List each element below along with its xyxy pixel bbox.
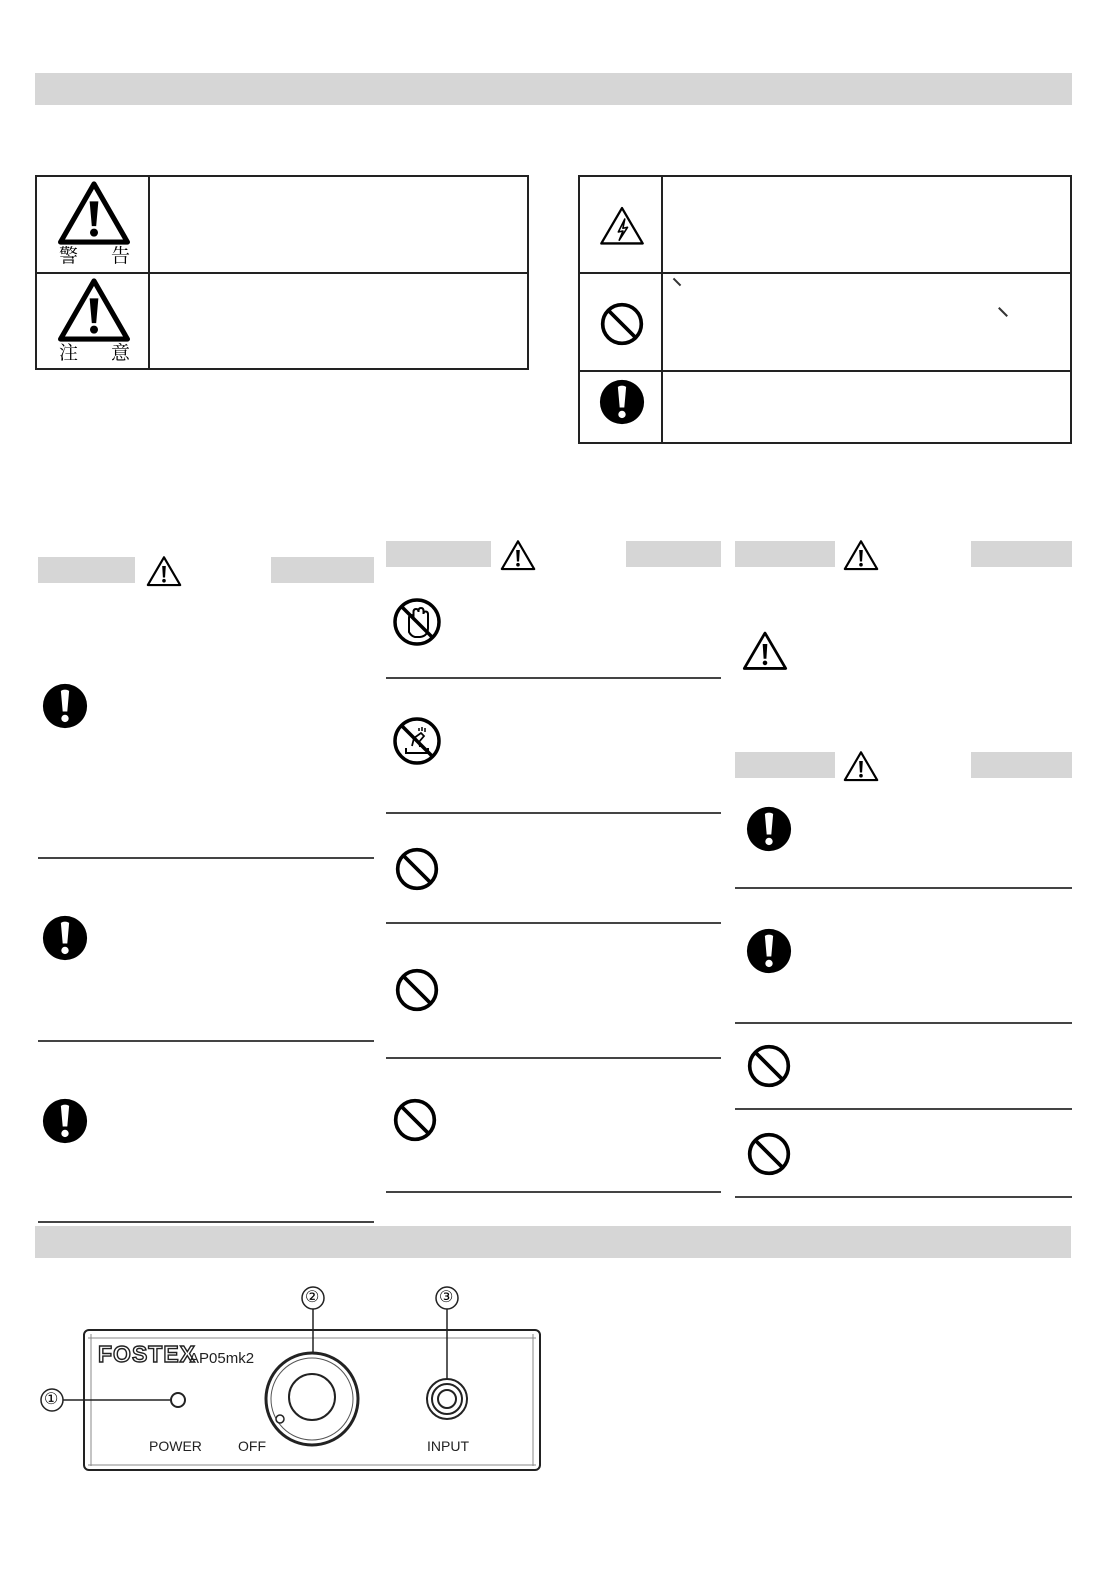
divider — [735, 1022, 1072, 1024]
warning-triangle-icon — [56, 278, 132, 342]
divider — [386, 1057, 721, 1059]
divider — [38, 1040, 374, 1042]
tick-mark — [673, 278, 681, 286]
prohibition-icon — [746, 1043, 792, 1089]
prohibition-icon — [746, 1131, 792, 1177]
callout-number: ③ — [439, 1289, 454, 1306]
legend-caption-char: 意 — [111, 342, 131, 364]
panel-section-header-bar — [35, 1226, 1071, 1258]
mandatory-action-icon — [42, 682, 88, 730]
electric-shock-icon — [599, 205, 645, 246]
prohibition-icon — [392, 1097, 438, 1143]
caution-triangle-icon — [146, 555, 182, 587]
legend-caption-char: 告 — [111, 245, 131, 267]
mandatory-action-icon — [599, 378, 645, 426]
legend-caption-char: 警 — [59, 245, 79, 267]
divider — [386, 677, 721, 679]
off-label: OFF — [238, 1438, 266, 1454]
divider — [735, 887, 1072, 889]
prohibition-icon — [394, 846, 440, 892]
divider — [386, 922, 721, 924]
warning-legend-row — [37, 177, 148, 272]
prohibition-icon — [394, 967, 440, 1013]
model-name: AP05mk2 — [189, 1350, 255, 1367]
caution-triangle-icon — [742, 630, 788, 671]
divider — [38, 857, 374, 859]
front-panel-diagram — [38, 1280, 548, 1480]
callout-number: ① — [44, 1391, 59, 1408]
caution-legend-row — [37, 274, 148, 369]
input-label: INPUT — [427, 1438, 469, 1454]
divider — [38, 1221, 374, 1223]
caution-triangle-icon — [843, 539, 879, 571]
callout-number: ② — [305, 1289, 320, 1306]
caution-triangle-icon — [843, 750, 879, 782]
panel-outline — [38, 1280, 548, 1480]
prohibition-icon — [599, 301, 645, 347]
warning-legend-table — [35, 175, 529, 370]
symbol-legend-table — [578, 175, 1072, 444]
warning-triangle-icon — [56, 181, 132, 245]
top-header-bar — [35, 73, 1072, 105]
caution-triangle-icon — [500, 539, 536, 571]
divider — [386, 1191, 721, 1193]
mandatory-action-icon — [746, 927, 792, 975]
col3-header-top — [735, 539, 1072, 569]
mandatory-action-icon — [746, 805, 792, 853]
divider — [735, 1196, 1072, 1198]
no-wet-hands-icon — [392, 716, 442, 766]
divider — [735, 1108, 1072, 1110]
tick-mark — [998, 307, 1008, 317]
mandatory-action-icon — [42, 1097, 88, 1145]
divider — [386, 812, 721, 814]
power-label: POWER — [149, 1438, 202, 1454]
col2-header — [386, 539, 721, 569]
no-touch-hand-icon — [392, 597, 442, 647]
col3-header-bottom — [735, 750, 1072, 780]
mandatory-action-icon — [42, 914, 88, 962]
col1-header — [38, 555, 374, 585]
brand-logo: FOSTEX — [98, 1341, 197, 1367]
legend-caption-char: 注 — [59, 342, 79, 364]
